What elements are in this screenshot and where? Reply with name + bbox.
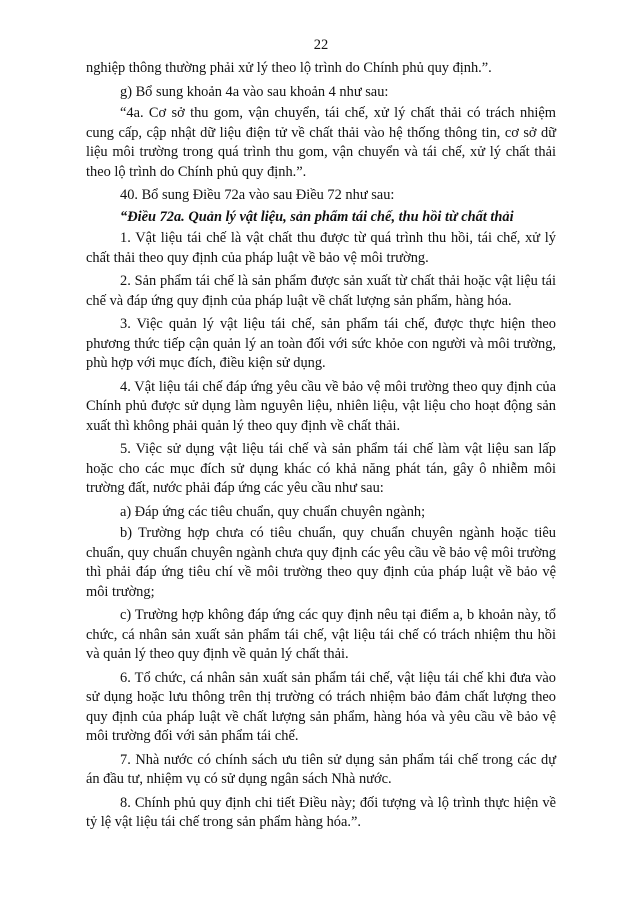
- paragraph-continuation: nghiệp thông thường phải xử lý theo lộ trình do Chính phủ quy định.”.: [86, 60, 492, 76]
- paragraph-amendment-40: 40. Bổ sung Điều 72a vào sau Điều 72 như sau:: [120, 187, 395, 203]
- paragraph-amendment-g: g) Bổ sung khoản 4a vào sau khoản 4 như sau:: [120, 83, 389, 100]
- article-72a-clause-5-point-c: c) Trường hợp không đáp ứng các quy định nêu tại điểm a, b khoản này, tổ chức, cá nhân sản xuất sản phẩm tái chế, vật liệu tái chế có trách nhiệm thu hồi và quản lý theo quy định về quản lý chất thải.: [86, 607, 556, 662]
- article-72a-clause-8: 8. Chính phủ quy định chi tiết Điều này; đối tượng và lộ trình thực hiện về tỷ lệ vật liệu tái chế trong sản phẩm hàng hóa.”.: [86, 794, 556, 830]
- page-number: 22: [313, 37, 329, 53]
- article-72a-clause-3: 3. Việc quản lý vật liệu tái chế, sản phẩm tái chế, được thực hiện theo phương thức tiếp cận quản lý an toàn đối với sức khỏe con người và môi trường, phù hợp với mục đích, điều kiện sử dụng.: [86, 316, 556, 371]
- article-72a-clause-5: 5. Việc sử dụng vật liệu tái chế và sản phẩm tái chế làm vật liệu san lấp hoặc cho các mục đích sử dụng khác có khả năng phát tán, gây ô nhiễm môi trường đất, nước phải đáp ứng các yêu cầu như sau:: [86, 441, 556, 496]
- article-72a-clause-7: 7. Nhà nước có chính sách ưu tiên sử dụng sản phẩm tái chế trong các dự án đầu tư, nhiệm vụ có sử dụng ngân sách Nhà nước.: [86, 751, 556, 787]
- article-72a-heading: “Điều 72a. Quản lý vật liệu, sản phẩm tái chế, thu hồi từ chất thải: [120, 208, 514, 225]
- article-72a-clause-4: 4. Vật liệu tái chế đáp ứng yêu cầu về bảo vệ môi trường theo quy định của Chính phủ được sử dụng làm nguyên liệu, nhiên liệu, vật liệu cho hoạt động sản xuất thì không phải quản lý theo quy định về chất thải.: [86, 378, 556, 434]
- article-72a-clause-5-point-a: a) Đáp ứng các tiêu chuẩn, quy chuẩn chuyên ngành;: [120, 503, 426, 520]
- article-72a-clause-5-point-b: b) Trường hợp chưa có tiêu chuẩn, quy chuẩn chuyên ngành hoặc tiêu chuẩn, quy chuẩn chuyên ngành chưa quy định các yêu cầu về bảo vệ môi trường thì phải đáp ứng tiêu chí về môi trường theo quy định của pháp luật về bảo vệ môi trường;: [86, 525, 556, 600]
- article-72a-clause-2: 2. Sản phẩm tái chế là sản phẩm được sản xuất từ chất thải hoặc vật liệu tái chế và đáp ứng quy định của pháp luật về chất lượng sản phẩm, hàng hóa.: [86, 273, 556, 309]
- article-72a-clause-1: 1. Vật liệu tái chế là vật chất thu được từ quá trình thu hồi, tái chế, xử lý chất thải theo quy định của pháp luật về bảo vệ môi trường.: [86, 230, 556, 266]
- document-page: [86, 36, 556, 837]
- paragraph-clause-4a: “4a. Cơ sở thu gom, vận chuyển, tái chế, xử lý chất thải có trách nhiệm cung cấp, cập nhật dữ liệu điện tử về chất thải vào hệ thống thông tin, cơ sở dữ liệu môi trường trong quá trình thu gom, vận chuyển và tái chế, xử lý chất thải theo lộ trình do Chính phủ quy định.”.: [86, 105, 556, 180]
- article-72a-clause-6: 6. Tổ chức, cá nhân sản xuất sản phẩm tái chế, vật liệu tái chế khi đưa vào sử dụng hoặc lưu thông trên thị trường có trách nhiệm bảo đảm chất lượng theo quy định của pháp luật về chất lượng sản phẩm, hàng hóa và yêu cầu về bảo vệ môi trường đối với sản phẩm tái chế.: [86, 669, 556, 744]
